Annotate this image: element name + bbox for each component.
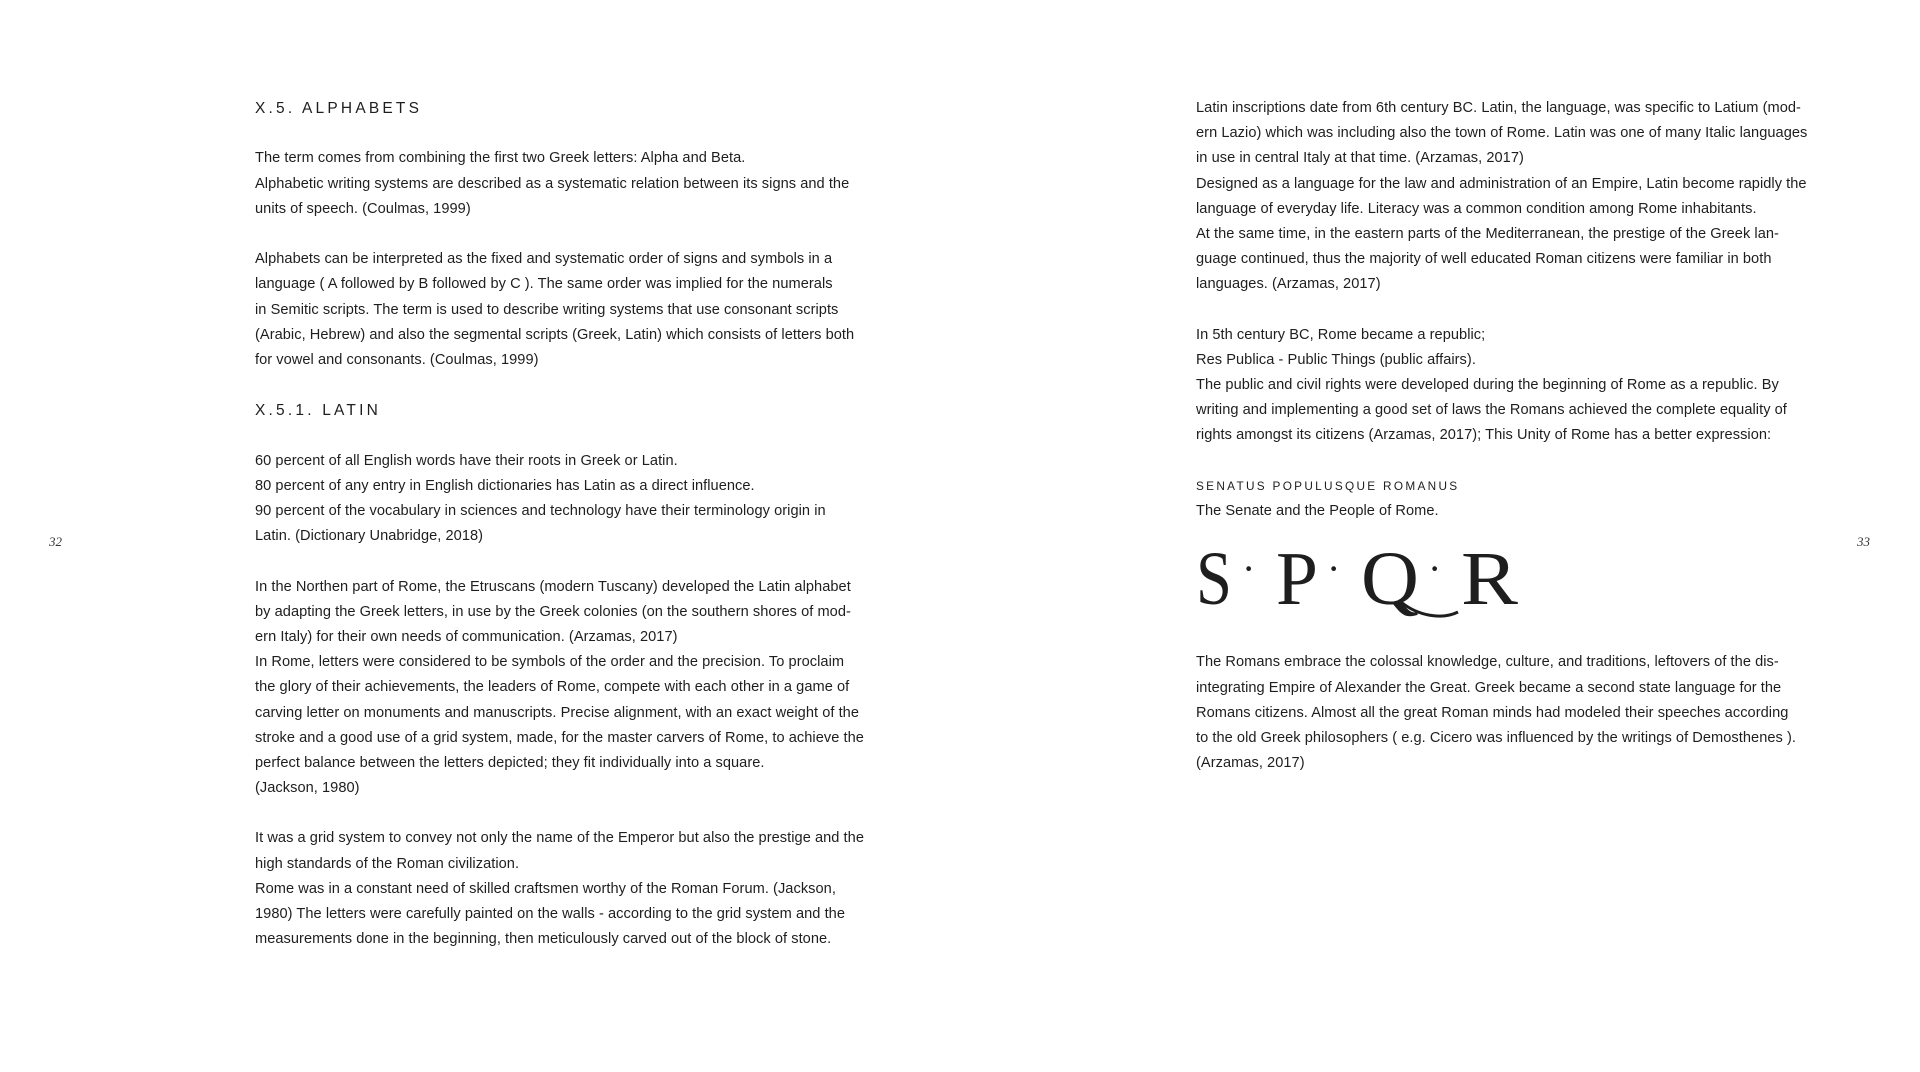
text-line: (Arzamas, 2017) xyxy=(1196,755,1305,772)
text-line: units of speech. (Coulmas, 1999) xyxy=(255,200,471,217)
spqr-letter-r: R xyxy=(1461,537,1519,622)
spqr-logo-graphic xyxy=(1196,524,1536,625)
paragraph-republic xyxy=(1196,323,1856,449)
spqr-letter-s: S xyxy=(1196,537,1232,622)
text-line: ern Italy) for their own needs of communication. (Arzamas, 2017) xyxy=(255,628,678,645)
text-line: language of everyday life. Literacy was a common condition among Rome inhabitants. xyxy=(1196,200,1757,217)
text-line: The Romans embrace the colossal knowledge, culture, and traditions, leftovers of the dis- xyxy=(1196,654,1779,671)
section-heading-alphabets: X.5. ALPHABETS xyxy=(255,100,423,117)
text-line: Alphabets can be interpreted as the fixed and systematic order of signs and symbols in a xyxy=(255,251,833,268)
subsection-heading-latin: X.5.1. LATIN xyxy=(255,402,381,420)
page-number-left: 32 xyxy=(49,534,62,549)
text-line: ern Lazio) which was including also the town of Rome. Latin was one of many Italic languages xyxy=(1196,125,1808,142)
page-number-right: 33 xyxy=(1857,534,1870,549)
paragraph-latin-2 xyxy=(255,575,915,802)
text-line: At the same time, in the eastern parts of the Mediterranean, the prestige of the Greek lan- xyxy=(1196,225,1779,242)
spqr-logo xyxy=(1196,524,1856,625)
text-line: In 5th century BC, Rome became a republic; xyxy=(1196,326,1486,343)
text-line: to the old Greek philosophers ( e.g. Cicero was influenced by the writings of Demosthenes ). xyxy=(1196,729,1796,746)
text-line: Res Publica - Public Things (public affairs). xyxy=(1196,351,1476,368)
text-line: 1980) The letters were carefully painted on the walls - according to the grid system and the xyxy=(255,906,846,922)
motto-heading: SENATUS POPULUSQUE ROMANUS xyxy=(1196,478,1460,493)
text-line: 80 percent of any entry in English dictionaries has Latin as a direct influence. xyxy=(255,477,755,494)
spqr-separator: · xyxy=(1242,546,1256,592)
text-line: Latin. (Dictionary Unabridge, 2018) xyxy=(255,528,484,545)
motto-translation: The Senate and the People of Rome. xyxy=(1196,503,1439,519)
text-line: carving letter on monuments and manuscripts. Precise alignment, with an exact weight of the xyxy=(255,704,860,721)
text-line: Designed as a language for the law and administration of an Empire, Latin become rapidly the xyxy=(1196,175,1807,192)
paragraph-latin-inscriptions xyxy=(1196,96,1856,298)
text-line: the glory of their achievements, the leaders of Rome, compete with each other in a game of xyxy=(255,679,850,696)
text-line: guage continued, thus the majority of well educated Roman citizens were familiar in both xyxy=(1196,251,1772,268)
spqr-separator: · xyxy=(1428,546,1442,592)
text-line: In Rome, letters were considered to be symbols of the order and the precision. To proclaim xyxy=(255,654,845,671)
text-line: rights amongst its citizens (Arzamas, 2017); This Unity of Rome has a better expression: xyxy=(1196,427,1772,444)
text-line: stroke and a good use of a grid system, made, for the master carvers of Rome, to achieve the xyxy=(255,729,864,746)
text-line: in use in central Italy at that time. (Arzamas, 2017) xyxy=(1196,150,1524,167)
paragraph-latin-1 xyxy=(255,449,915,550)
text-line: In the Northen part of Rome, the Etruscans (modern Tuscany) developed the Latin alphabet xyxy=(255,578,851,595)
spqr-separator: · xyxy=(1327,546,1341,592)
text-line: for vowel and consonants. (Coulmas, 1999) xyxy=(255,351,539,368)
text-line: It was a grid system to convey not only the name of the Emperor but also the prestige and the xyxy=(255,830,864,847)
text-line: The term comes from combining the first two Greek letters: Alpha and Beta. xyxy=(255,150,746,167)
text-line: language ( A followed by B followed by C ). The same order was implied for the numerals xyxy=(255,276,833,293)
text-line: Alphabetic writing systems are described as a systematic relation between its signs and the xyxy=(255,175,850,192)
text-line: Latin inscriptions date from 6th century BC. Latin, the language, was specific to Latium (mod- xyxy=(1196,100,1801,116)
spqr-letter-p: P xyxy=(1276,537,1318,622)
text-line: measurements done in the beginning, then meticulously carved out of the block of stone. xyxy=(255,931,832,948)
paragraph-alphabets-1 xyxy=(255,146,915,222)
paragraph-alphabets-2 xyxy=(255,247,915,373)
text-line: Romans citizens. Almost all the great Roman minds had modeled their speeches according xyxy=(1196,704,1789,721)
text-line: writing and implementing a good set of laws the Romans achieved the complete equality of xyxy=(1196,402,1787,419)
text-line: perfect balance between the letters depicted; they fit individually into a square. xyxy=(255,754,765,771)
text-line: in Semitic scripts. The term is used to describe writing systems that use consonant scripts xyxy=(255,301,839,318)
text-line: languages. (Arzamas, 2017) xyxy=(1196,276,1381,293)
paragraph-greek-influence xyxy=(1196,650,1856,776)
text-line: The public and civil rights were developed during the beginning of Rome as a republic. By xyxy=(1196,377,1779,394)
text-line: 60 percent of all English words have their roots in Greek or Latin. xyxy=(255,452,678,469)
text-line: (Arabic, Hebrew) and also the segmental scripts (Greek, Latin) which consists of letters both xyxy=(255,326,855,343)
text-line: by adapting the Greek letters, in use by the Greek colonies (on the southern shores of mod- xyxy=(255,603,851,620)
right-page xyxy=(1196,96,1856,776)
spqr-letter-q: Q xyxy=(1361,537,1419,622)
text-line: integrating Empire of Alexander the Great. Greek became a second state language for the xyxy=(1196,679,1782,696)
text-line: 90 percent of the vocabulary in sciences and technology have their terminology origin in xyxy=(255,503,826,519)
paragraph-latin-3 xyxy=(255,826,915,952)
text-line: (Jackson, 1980) xyxy=(255,780,360,797)
text-line: Rome was in a constant need of skilled craftsmen worthy of the Roman Forum. (Jackson, xyxy=(255,880,836,897)
text-line: high standards of the Roman civilization. xyxy=(255,855,520,872)
left-page xyxy=(255,96,915,952)
